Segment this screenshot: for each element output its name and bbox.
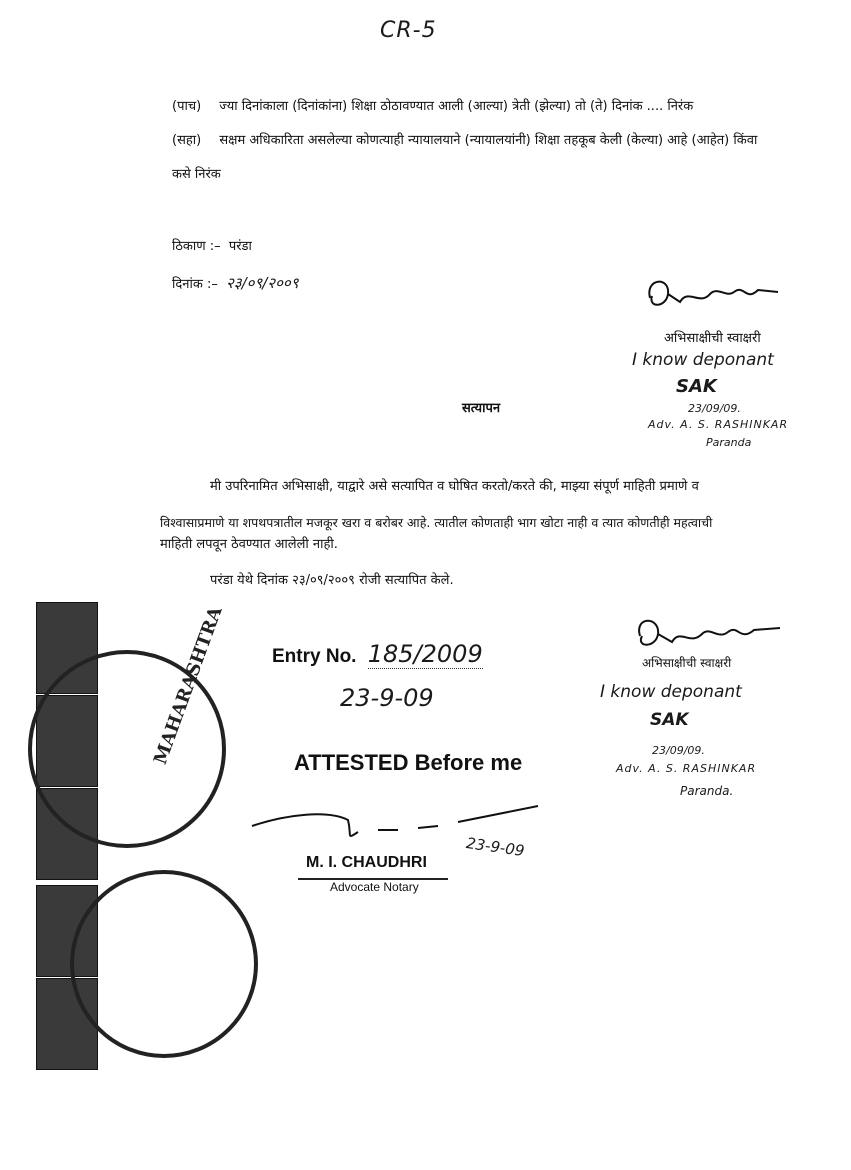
deponent-signature-1 xyxy=(640,268,790,322)
verifier-1-line: I know deponant xyxy=(632,350,774,370)
clause-six xyxy=(172,130,757,152)
verifier-2-date: 23/09/09. xyxy=(652,744,705,757)
verifier-2-name: Adv. A. S. RASHINKAR xyxy=(616,762,757,775)
verifier-1-place: Paranda xyxy=(706,436,752,449)
entry-label: Entry No. xyxy=(272,646,357,667)
verifier-1-name: Adv. A. S. RASHINKAR xyxy=(648,418,789,431)
clause-six-continuation: कसे निरंक xyxy=(172,167,221,182)
notary-title: Advocate Notary xyxy=(330,880,419,894)
clause-five-number: (पाच) xyxy=(172,99,202,114)
deponent-signature-caption-2: अभिसाक्षीची स्वाक्षरी xyxy=(642,656,732,670)
entry-value: 185/2009 xyxy=(367,640,483,668)
verification-line-1: मी उपरिनामित अभिसाक्षी, याद्वारे असे सत्यापित व घोषित करतो/करते की, माझ्या संपूर्ण माहिती प्रमाणे व xyxy=(210,479,699,494)
clause-six-text: सक्षम अधिकारिता असलेल्या कोणत्याही न्यायालयाने (न्यायालयांनी) शिक्षा तहकूब केली (केल्या) आहे (आहेत) किंवा xyxy=(219,133,758,148)
entry-number-line xyxy=(272,640,483,668)
notary-name: M. I. CHAUDHRI xyxy=(306,854,427,871)
date-line xyxy=(172,272,299,296)
place-value: परंडा xyxy=(228,239,252,254)
clause-six-number: (सहा) xyxy=(172,133,202,148)
verification-date-line: परंडा येथे दिनांक २३/०९/२००९ रोजी सत्यापित केले. xyxy=(210,573,454,588)
verification-line-2: विश्वासाप्रमाणे या शपथपत्रातील मजकूर खरा व बरोबर आहे. त्यातील कोणताही भाग खोटा नाही व त्यात कोणतीही महत्वाची xyxy=(160,515,713,530)
entry-date: 23-9-09 xyxy=(340,684,434,712)
place-label: ठिकाण :– xyxy=(172,239,221,254)
verifier-1-initials: SAK xyxy=(676,376,717,397)
verifier-2-place: Paranda. xyxy=(680,784,734,798)
place-line xyxy=(172,236,252,258)
clause-five xyxy=(172,96,693,118)
notary-sign-date: 23-9-09 xyxy=(465,834,526,860)
verification-line-3: माहिती लपवून ठेवण्यात आलेली नाही. xyxy=(160,537,338,552)
deponent-signature-caption-1: अभिसाक्षीची स्वाक्षरी xyxy=(664,331,761,346)
document-code: CR-5 xyxy=(380,18,437,43)
verifier-2-initials: SAK xyxy=(650,710,689,730)
verifier-1-date: 23/09/09. xyxy=(688,402,741,415)
verification-title: सत्यापन xyxy=(462,401,501,416)
clause-five-text: ज्या दिनांकाला (दिनांकांना) शिक्षा ठोठावण्यात आली (आल्या) त्रेती (झेल्या) तो (ते) दिनांक .... निरंक xyxy=(219,99,694,114)
seal-text: MAHARASHTRA xyxy=(150,603,227,768)
verifier-2-line: I know deponant xyxy=(600,682,742,702)
notary-seal-2 xyxy=(70,870,258,1058)
attested-text: ATTESTED Before me xyxy=(294,750,523,775)
date-value: २३/०९/२००९ xyxy=(226,274,299,292)
date-label: दिनांक :– xyxy=(172,277,218,292)
